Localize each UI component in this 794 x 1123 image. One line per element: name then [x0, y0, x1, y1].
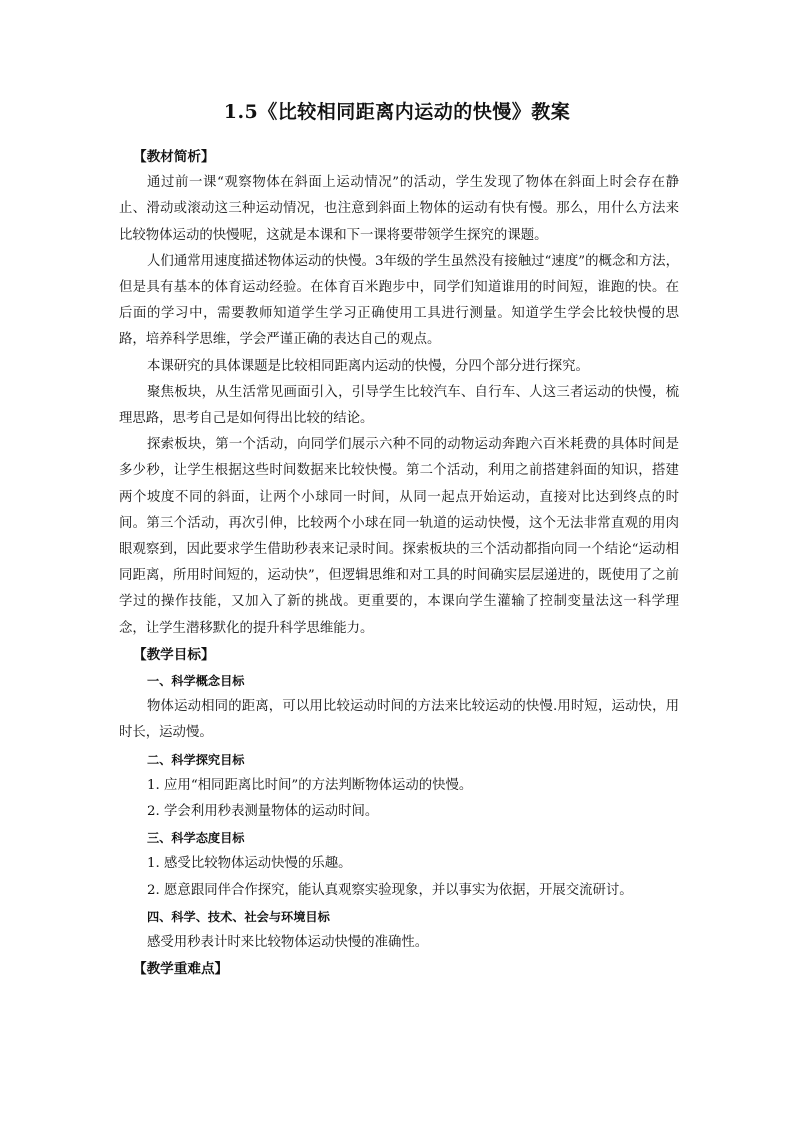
sts-objective-heading: 四、科学、技术、社会与环境目标 — [147, 909, 330, 924]
section-heading-key-points: 【教学重难点】 — [133, 961, 229, 978]
inquiry-objective-item: 2. 学会利用秒表测量物体的运动时间。 — [147, 804, 379, 820]
section-heading-analysis: 【教材简析】 — [133, 149, 215, 165]
attitude-objective-item: 1. 感受比较物体运动快慢的乐趣。 — [147, 856, 352, 872]
attitude-objective-heading: 三、科学态度目标 — [147, 831, 245, 846]
attitude-objective-item: 2. 愿意跟同伴合作探究，能认真观察实验现象，并以事实为依据，开展交流研讨。 — [147, 882, 633, 898]
section-heading-objectives: 【教学目标】 — [133, 646, 215, 663]
analysis-paragraph: 聚焦板块，从生活常见画面引入，引导学生比较汽车、自行车、人这三者运动的快慢，梳理思路，思考自己是如何得出比较的结论。 — [119, 384, 679, 427]
sts-objective-text: 感受用秒表计时来比较物体运动快慢的准确性。 — [147, 935, 429, 951]
analysis-paragraph: 本课研究的具体课题是比较相同距离内运动的快慢，分四个部分进行探究。 — [147, 358, 589, 374]
document-title: 1.5《比较相同距离内运动的快慢》教案 — [223, 101, 571, 123]
inquiry-objective-heading: 二、科学探究目标 — [147, 752, 245, 767]
analysis-paragraph: 人们通常用速度描述物体运动的快慢。3年级的学生虽然没有接触过“速度”的概念和方法，但是具有基本的体育运动经验。在体育百米跑步中，同学们知道谁用的时间短，谁跑的快。在后面的学习中，需要教师知道学生学习正确使用工具进行测量。知道学生学会比较快慢的思路，培养科学思维，学会严谨正确的表达自己的观点。 — [119, 253, 679, 348]
document-body — [119, 144, 679, 983]
analysis-paragraph: 通过前一课“观察物体在斜面上运动情况”的活动，学生发现了物体在斜面上时会存在静止、滑动或滚动这三种运动情况，也注意到斜面上物体的运动有快有慢。那么，用什么方法来比较物体运动的快慢呢，这就是本课和下一课将要带领学生探究的课题。 — [119, 175, 679, 243]
analysis-paragraph: 探索板块，第一个活动，向同学们展示六种不同的动物运动奔跑六百米耗费的具体时间是多少秒，让学生根据这些时间数据来比较快慢。第二个活动，利用之前搭建斜面的知识，搭建两个坡度不同的斜面，让两个小球同一时间，从同一起点开始运动，直接对比达到终点的时间。第三个活动，再次引伸，比较两个小球在同一轨道的运动快慢，这个无法非常直观的用肉眼观察到，因此要求学生借助秒表来记录时间。探索板块的三个活动都指向同一个结论“运动相同距离，所用时间短的，运动快”，但逻辑思维和对工具的时间确实层层递进的，既使用了之前学过的操作技能，又加入了新的挑战。更重要的，本课向学生灌输了控制变量法这一科学理念，让学生潜移默化的提升科学思维能力。 — [119, 437, 679, 636]
concept-objective-heading: 一、科学概念目标 — [147, 674, 245, 689]
inquiry-objective-item: 1. 应用“相同距离比时间”的方法判断物体运动的快慢。 — [147, 777, 473, 793]
concept-objective-text: 物体运动相同的距离，可以用比较运动时间的方法来比较运动的快慢.用时短，运动快，用时长，运动慢。 — [119, 699, 679, 741]
